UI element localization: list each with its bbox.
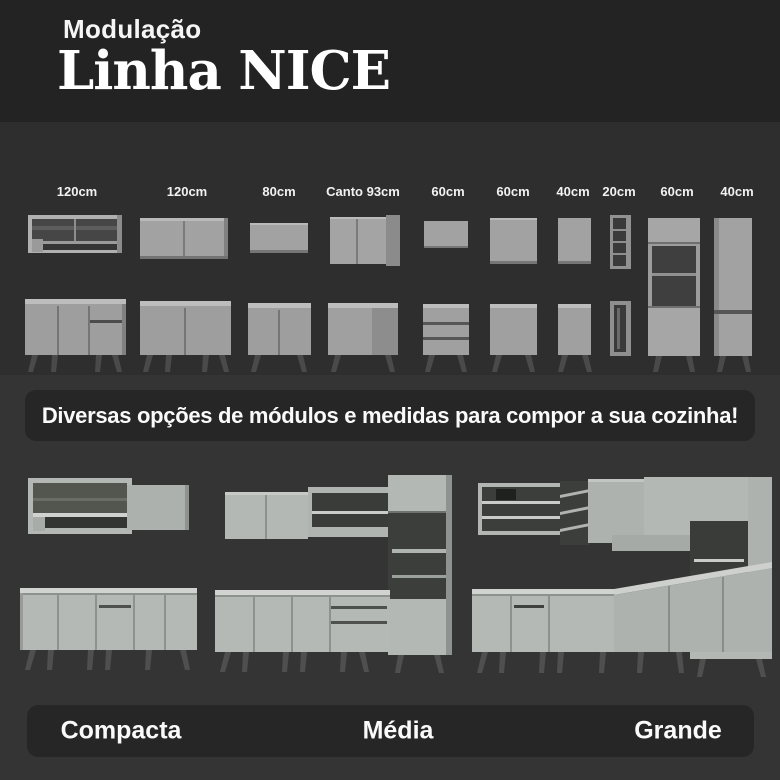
kitchen-size-label-compacta: Compacta — [60, 716, 182, 745]
kitchens-section — [0, 455, 780, 700]
kitchen-size-label-grande: Grande — [634, 716, 722, 745]
kitchen-sizes-band — [27, 705, 754, 757]
module-wall-canto-93cm-illustration — [330, 215, 400, 266]
module-size-label: 120cm — [166, 184, 208, 199]
kitchens-illustrations — [0, 455, 780, 700]
kitchen-size-label-media: Média — [362, 716, 434, 745]
module-wall-60cm-illustration — [424, 221, 468, 248]
module-base-120cm-doors-illustration — [140, 301, 231, 372]
module-size-label: 60cm — [431, 184, 465, 199]
module-size-label: 40cm — [720, 184, 754, 199]
module-base-40cm-illustration — [558, 304, 592, 372]
module-wall-80cm-illustration — [250, 223, 308, 253]
module-wall-60cm-door-illustration — [490, 218, 537, 264]
module-wall-40cm-illustration — [558, 218, 591, 264]
module-size-label: 60cm — [496, 184, 530, 199]
module-base-120cm-drawer-illustration — [25, 299, 126, 372]
module-wall-120cm-glass-illustration — [28, 215, 122, 253]
module-base-canto-93cm-illustration — [328, 303, 398, 372]
module-base-20cm-niche-illustration — [610, 301, 631, 356]
module-size-label: 20cm — [602, 184, 636, 199]
module-size-label: 60cm — [660, 184, 694, 199]
header-eyebrow: Modulação — [63, 14, 202, 44]
kitchen-media-illustration — [215, 475, 452, 673]
modules-illustrations — [0, 122, 780, 375]
module-tower-40cm-illustration — [714, 218, 752, 372]
module-base-60cm-door-illustration — [490, 304, 537, 372]
header — [0, 0, 780, 122]
page-title: Linha NICE — [57, 40, 391, 102]
module-size-label: 120cm — [56, 184, 98, 199]
module-base-80cm-illustration — [248, 303, 311, 372]
banner-text: Diversas opções de módulos e medidas para compor a sua cozinha! — [41, 402, 739, 428]
module-base-60cm-drawers-illustration — [423, 304, 469, 372]
module-size-label: 80cm — [262, 184, 296, 199]
module-size-label: 40cm — [556, 184, 590, 199]
kitchen-compacta-illustration — [20, 478, 197, 670]
module-size-label: Canto 93cm — [326, 184, 400, 199]
module-wall-20cm-shelf-illustration — [610, 215, 631, 269]
module-tower-60cm-illustration — [648, 218, 700, 372]
kitchen-grande-illustration — [472, 477, 772, 677]
modules-section — [0, 122, 780, 375]
module-wall-120cm-doors-illustration — [140, 218, 228, 259]
banner — [25, 390, 755, 441]
